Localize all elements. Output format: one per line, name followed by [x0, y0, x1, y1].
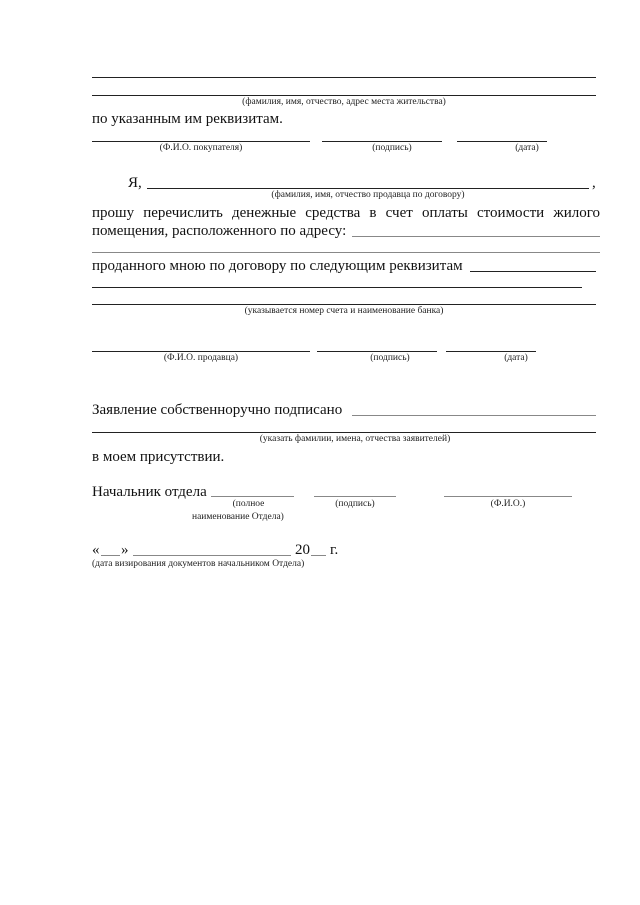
text-sold-by-contract: проданного мною по договору по следующим реквизитам — [92, 258, 463, 274]
seller-fio-line[interactable] — [92, 351, 310, 352]
address-line-2[interactable] — [92, 252, 600, 253]
date-year-line[interactable] — [311, 555, 326, 556]
residence-line-2[interactable] — [92, 95, 596, 96]
caption-seller-signature: (подпись) — [370, 353, 410, 363]
date-open-quote: « — [92, 542, 100, 558]
residence-line-1[interactable] — [92, 77, 596, 78]
caption-buyer-date: (дата) — [515, 143, 539, 153]
date-day-line[interactable] — [101, 555, 120, 556]
text-request-line1: прошу перечислить денежные средства в счет оплаты стоимости жилого — [92, 205, 600, 221]
date-year-suffix: г. — [330, 542, 339, 558]
caption-residence: (фамилия, имя, отчество, адрес места жительства) — [242, 97, 446, 107]
text-request-line2: помещения, расположенного по адресу: — [92, 223, 347, 239]
text-signed-personally: Заявление собственноручно подписано — [92, 402, 343, 418]
department-line[interactable] — [211, 496, 294, 497]
head-signature-line[interactable] — [314, 496, 396, 497]
account-line-3[interactable] — [92, 304, 596, 305]
buyer-date-line[interactable] — [457, 141, 547, 142]
caption-visa-date: (дата визирования документов начальником Отдела) — [92, 559, 305, 569]
caption-head-signature: (подпись) — [335, 499, 375, 509]
account-line-1[interactable] — [470, 271, 596, 272]
buyer-fio-line[interactable] — [92, 141, 310, 142]
date-month-line[interactable] — [133, 555, 291, 556]
caption-seller-date: (дата) — [504, 353, 528, 363]
head-fio-line[interactable] — [444, 496, 572, 497]
text-requisites: по указанным им реквизитам. — [92, 111, 283, 127]
signed-by-line[interactable] — [352, 415, 596, 416]
text-ya: Я, — [128, 175, 142, 191]
caption-head-fio: (Ф.И.О.) — [490, 499, 526, 509]
applicants-line[interactable] — [92, 432, 596, 433]
caption-department-2: наименование Отдела) — [192, 512, 284, 522]
buyer-signature-line[interactable] — [322, 141, 442, 142]
seller-date-line[interactable] — [446, 351, 536, 352]
date-close-quote: » — [121, 542, 129, 558]
account-line-2[interactable] — [92, 287, 582, 288]
seller-name-line[interactable] — [147, 188, 589, 189]
caption-seller: (фамилия, имя, отчество продавца по договору) — [271, 190, 465, 200]
text-head-of-department: Начальник отдела — [92, 484, 207, 500]
text-in-my-presence: в моем присутствии. — [92, 449, 225, 465]
caption-department-1: (полное — [232, 499, 265, 509]
caption-account: (указывается номер счета и наименование банка) — [244, 306, 444, 316]
text-comma: , — [592, 175, 596, 191]
seller-signature-line[interactable] — [317, 351, 437, 352]
caption-applicants: (указать фамилии, имена, отчества заявителей) — [259, 434, 451, 444]
caption-seller-fio: (Ф.И.О. продавца) — [163, 353, 239, 363]
caption-buyer-signature: (подпись) — [372, 143, 412, 153]
caption-buyer-fio: (Ф.И.О. покупателя) — [159, 143, 243, 153]
address-line-1[interactable] — [352, 236, 600, 237]
date-year-prefix: 20 — [295, 542, 310, 558]
